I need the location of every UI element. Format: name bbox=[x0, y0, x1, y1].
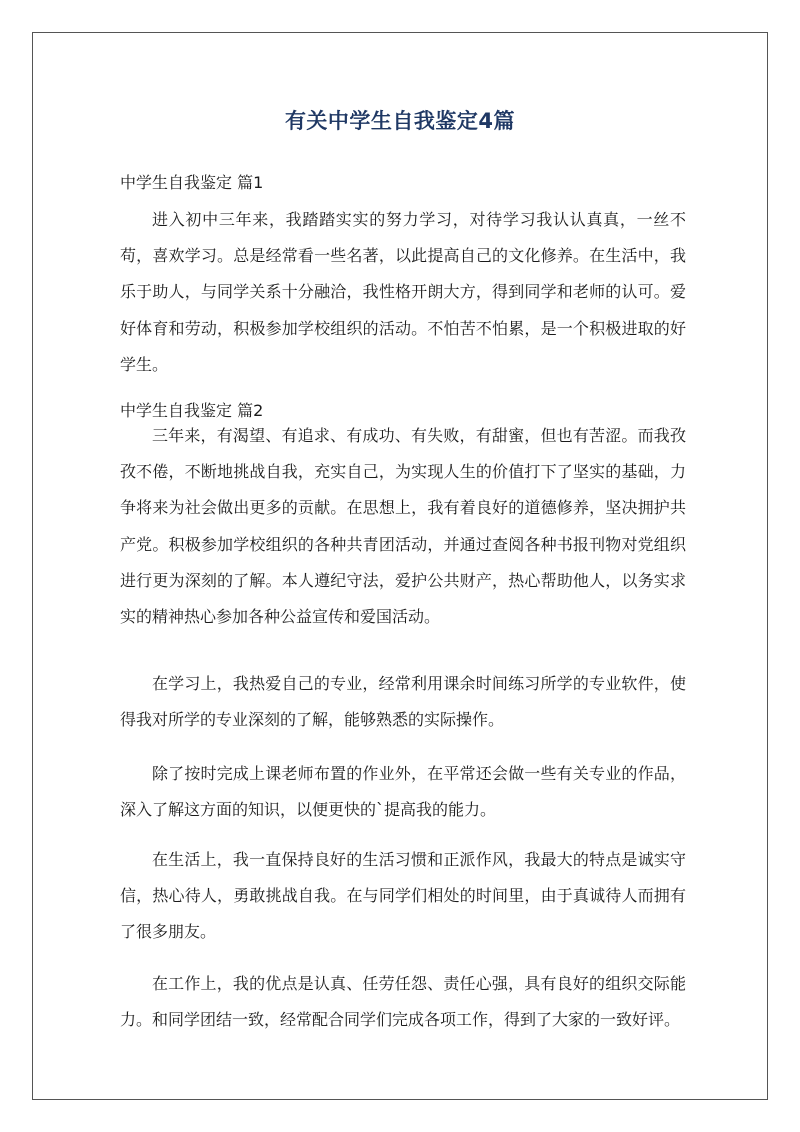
section-heading-1: 中学生自我鉴定 篇1 bbox=[120, 173, 264, 192]
section-2-paragraph-2: 在学习上，我热爱自己的专业，经常利用课余时间练习所学的专业软件，使得我对所学的专业深刻的了解，能够熟悉的实际操作。 bbox=[120, 674, 686, 730]
section-2-paragraph-4: 在生活上，我一直保持良好的生活习惯和正派作风，我最大的特点是诚实守信，热心待人，勇敢挑战自我。在与同学们相处的时间里，由于真诚待人而拥有了很多朋友。 bbox=[120, 850, 686, 942]
section-2-paragraph-3: 除了按时完成上课老师布置的作业外，在平常还会做一些有关专业的作品，深入了解这方面的知识，以便更快的`提高我的能力。 bbox=[120, 764, 686, 820]
document-title: 有关中学生自我鉴定4篇 bbox=[284, 109, 516, 133]
section-heading-2: 中学生自我鉴定 篇2 bbox=[120, 401, 264, 420]
section-2-paragraph-1: 三年来，有渴望、有追求、有成功、有失败，有甜蜜，但也有苦涩。而我孜孜不倦，不断地挑战自我，充实自己，为实现人生的价值打下了坚实的基础，力争将来为社会做出更多的贡献。在思想上，我有着良好的道德修养，坚决拥护共产党。积极参加学校组织的各种共青团活动，并通过查阅各种书报刊物对党组织进行更为深刻的了解。本人遵纪守法，爱护公共财产，热心帮助他人，以务实求实的精神热心参加各种公益宣传和爱国活动。 bbox=[120, 426, 686, 627]
section-1-paragraph-1: 进入初中三年来，我踏踏实实的努力学习，对待学习我认认真真，一丝不苟，喜欢学习。总是经常看一些名著，以此提高自己的文化修养。在生活中，我乐于助人，与同学关系十分融洽，我性格开朗大方，得到同学和老师的认可。爱好体育和劳动，积极参加学校组织的活动。不怕苦不怕累，是一个积极进取的好学生。 bbox=[120, 210, 686, 374]
section-2-paragraph-5: 在工作上，我的优点是认真、任劳任怨、责任心强，具有良好的组织交际能力。和同学团结一致，经常配合同学们完成各项工作，得到了大家的一致好评。 bbox=[120, 974, 686, 1030]
